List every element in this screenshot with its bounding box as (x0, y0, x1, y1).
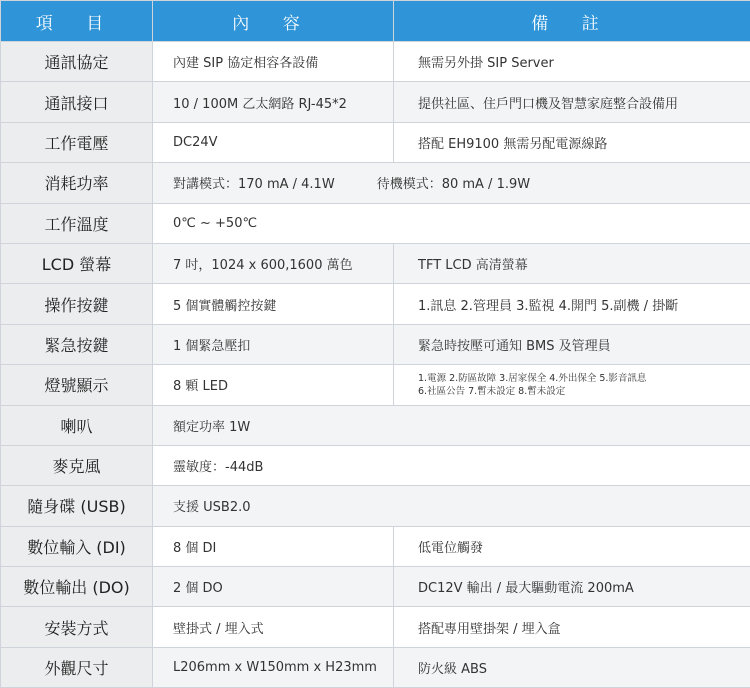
table-row (1, 163, 750, 203)
table-row (1, 405, 750, 445)
row-content-merged (153, 163, 750, 203)
row-content-merged: 支援 USB2.0 (153, 486, 750, 526)
row-label: 安裝方式 (1, 607, 153, 647)
table-row (1, 607, 750, 647)
row-label: 通訊接口 (1, 82, 153, 122)
table-row (1, 567, 750, 607)
row-content: 7 吋，1024 x 600,1600 萬色 (153, 243, 394, 283)
row-remark: 無需另外掛 SIP Server (394, 42, 750, 82)
row-label: 工作電壓 (1, 122, 153, 162)
header-item: 項 目 (1, 1, 153, 42)
table-row (1, 284, 750, 324)
row-remark: 搭配 EH9100 無需另配電源線路 (394, 122, 750, 162)
row-label: 數位輸出 (DO) (1, 567, 153, 607)
row-remark: 緊急時按壓可通知 BMS 及管理員 (394, 324, 750, 364)
row-label: 緊急按鍵 (1, 324, 153, 364)
row-content: 10 / 100M 乙太網路 RJ-45*2 (153, 82, 394, 122)
row-label: 燈號顯示 (1, 365, 153, 405)
standby-mode-power: 待機模式：80 mA / 1.9W (377, 177, 530, 192)
row-label: 數位輸入 (DI) (1, 526, 153, 566)
header-remark: 備 註 (394, 1, 750, 42)
table-row (1, 365, 750, 405)
row-content-merged: 0℃ ~ +50℃ (153, 203, 750, 243)
row-remark: TFT LCD 高清螢幕 (394, 243, 750, 283)
row-content: L206mm x W150mm x H23mm (153, 647, 394, 687)
row-label: 麥克風 (1, 445, 153, 485)
row-remark (394, 365, 750, 405)
row-remark: 提供社區、住戶門口機及智慧家庭整合設備用 (394, 82, 750, 122)
table-row (1, 324, 750, 364)
led-remark-line-2: 6.社區公告 7.暫未設定 8.暫未設定 (418, 385, 750, 398)
table-row (1, 445, 750, 485)
table-row (1, 486, 750, 526)
table-row (1, 243, 750, 283)
table-row (1, 82, 750, 122)
row-label: 通訊協定 (1, 42, 153, 82)
row-remark: 1.訊息 2.管理員 3.監視 4.開門 5.副機 / 掛斷 (394, 284, 750, 324)
row-label: 工作溫度 (1, 203, 153, 243)
row-label: LCD 螢幕 (1, 243, 153, 283)
row-content: 8 個 DI (153, 526, 394, 566)
row-label: 消耗功率 (1, 163, 153, 203)
table-row (1, 526, 750, 566)
row-content: 5 個實體觸控按鍵 (153, 284, 394, 324)
table-row (1, 42, 750, 82)
header-content: 內 容 (153, 1, 394, 42)
row-label: 外觀尺寸 (1, 647, 153, 687)
table-header-row (1, 1, 750, 42)
row-remark: 低電位觸發 (394, 526, 750, 566)
row-content: 壁掛式 / 埋入式 (153, 607, 394, 647)
talk-mode-power: 對講模式：170 mA / 4.1W (173, 177, 335, 192)
row-label: 隨身碟 (USB) (1, 486, 153, 526)
row-content: DC24V (153, 122, 394, 162)
row-label: 喇叭 (1, 405, 153, 445)
row-content-merged: 靈敏度：-44dB (153, 445, 750, 485)
table-row (1, 122, 750, 162)
row-content: 1 個緊急壓扣 (153, 324, 394, 364)
table-row (1, 647, 750, 687)
row-content: 8 顆 LED (153, 365, 394, 405)
table-row (1, 203, 750, 243)
row-remark: 防火級 ABS (394, 647, 750, 687)
led-remark-line-1: 1.電源 2.防區故障 3.居家保全 4.外出保全 5.影音訊息 (418, 372, 750, 385)
row-content-merged: 額定功率 1W (153, 405, 750, 445)
row-content: 內建 SIP 協定相容各設備 (153, 42, 394, 82)
row-remark: DC12V 輸出 / 最大驅動電流 200mA (394, 567, 750, 607)
row-label: 操作按鍵 (1, 284, 153, 324)
row-content: 2 個 DO (153, 567, 394, 607)
row-remark: 搭配專用壁掛架 / 埋入盒 (394, 607, 750, 647)
